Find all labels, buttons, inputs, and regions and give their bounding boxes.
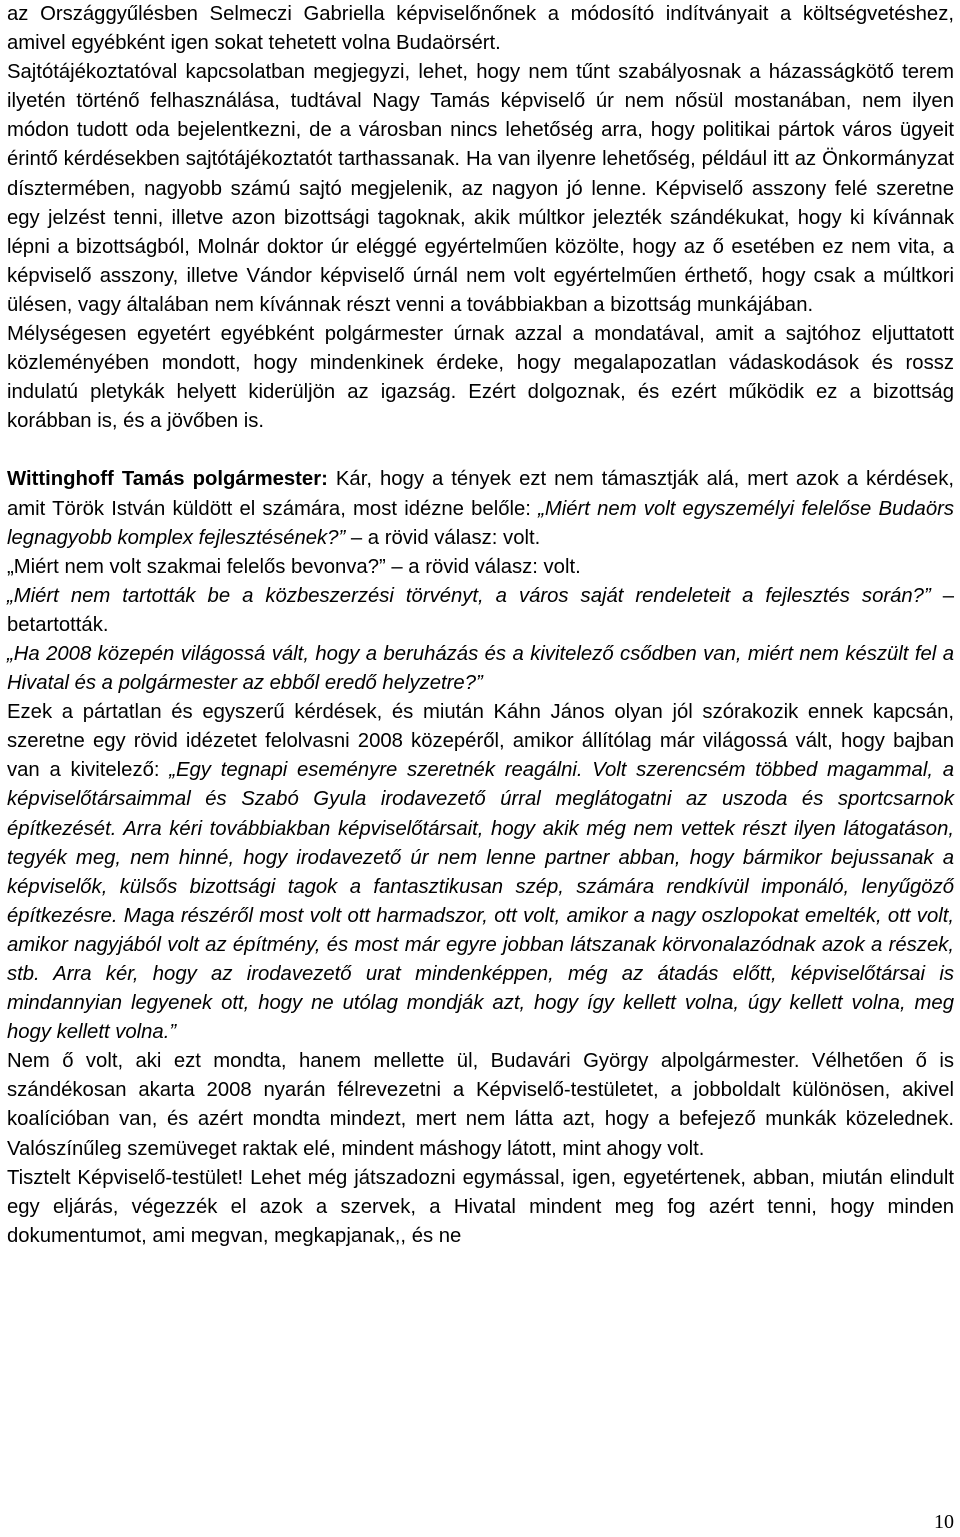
paragraph — [7, 58, 954, 320]
text-run: – betartották. — [7, 584, 954, 636]
text-run: Mélységesen egyetért egyébként polgármester úrnak azzal a mondatával, amit a sajtóhoz eljuttatott közleményében mondott, hogy mindenkinek érdeke, hogy megalapozatlan vádaskodások és rossz indulatú pletykák helyett kiderüljön az igazság. Ezért dolgoznak, és ezért működik ez a bizottság korábban is, és a jövőben is. — [7, 323, 954, 433]
paragraph — [7, 1164, 954, 1251]
paragraph — [7, 698, 954, 1047]
text-run: Ezek a pártatlan és egyszerű kérdések, és miután Káhn János olyan jól szórakozik ennek kapcsán, szeretne egy rövid idézetet felolvasni 2008 közepéről, amikor állítólag már világossá vált, hogy bajban van a kivitelező: — [7, 701, 954, 782]
paragraph — [7, 640, 954, 698]
text-run: „Miért nem volt szakmai felelős bevonva?” – a rövid válasz: volt. — [7, 555, 581, 578]
paragraph — [7, 465, 954, 552]
speaker-name: Wittinghoff Tamás polgármester: — [7, 468, 328, 491]
text-run: – a rövid válasz: volt. — [345, 526, 541, 549]
text-run: Nem ő volt, aki ezt mondta, hanem mellette ül, Budavári György alpolgármester. Vélhetően ő is szándékosan akarta 2008 nyarán félrevezetni a Képviselő-testületet, a jobboldalt különösen, akivel koalícióban van, és azért mondta mindezt, mert nem látta azt, hogy a befejező munkák közelednek. Valószínűleg szemüveget raktak elé, mindent máshogy látott, mint ahogy volt. — [7, 1050, 954, 1160]
quoted-text: „Egy tegnapi eseményre szeretnék reagálni. Volt szerencsém többed magammal, a képviselőtársaimmal és Szabó Gyula irodavezető úrral meglátogatni az uszoda és sportcsarnok építkezését. Arra kéri továbbiakban képviselőtársait, hogy akik még nem vettek részt ilyen látogatáson, tegyék meg, nem hinné, hogy irodavezető úr nem lenne partner abban, hogy bármikor bejussanak a képviselők, külsős bizottsági tagok a fantasztikusan szép, számára rendkívül imponáló, lenyűgöző építkezésre. Maga részéről most volt ott harmadszor, ott volt, amikor a nagy oszlopokat emelték, ott volt, amikor nagyjából volt az építmény, és most már egyre jobban látszanak körvonalazódnak azok a részek, stb. Arra kér, hogy az irodavezető urat mindenképpen, még az átadás előtt, képviselőtársai is mindannyian legyenek ott, hogy ne utólag mondják azt, hogy így kellett volna, úgy kellett volna, meg hogy kellett volna.” — [7, 759, 954, 1044]
text-run: az Országgyűlésben Selmeczi Gabriella képviselőnőnek a módosító indítványait a költségvetéshez, amivel egyébként igen sokat tehetett volna Budaörsért. — [7, 3, 954, 55]
paragraph — [7, 0, 954, 58]
text-run: Sajtótájékoztatóval kapcsolatban megjegyzi, lehet, hogy nem tűnt szabályosnak a házasságkötő terem ilyetén történő felhasználása, tudtával Nagy Tamás képviselő úr nem nősül mostanában, nem ilyen módon tudott oda bejelentkezni, de a városban nincs lehetőség arra, hogy politikai pártok város ügyeit érintő kérdésekben sajtótájékoztatót tarthassanak. Ha van ilyenre lehetőség, például itt az Önkormányzat dísztermében, nagyobb számú sajtó megjelenik, az nagyon jó lenne. Képviselő asszony felé szeretne egy jelzést tenni, illetve azon bizottsági tagoknak, akik múltkor jelezték szándékukat, hogy ki kívánnak lépni a bizottságból, Molnár doktor úr eléggé egyértelműen közölte, hogy az ő esetében ez nem vita, a képviselő asszony, illetve Vándor képviselő úrnál nem volt egyértelműen érthető, hogy csak a múltkori ülésen, vagy általában nem kívánnak részt venni a továbbiakban a bizottság munkájában. — [7, 61, 954, 316]
quoted-text: „Miért nem volt egyszemélyi felelőse Budaörs legnagyobb komplex fejlesztésének?” — [7, 497, 954, 549]
paragraph — [7, 582, 954, 640]
text-run: Kár, hogy a tények ezt nem támasztják alá, mert azok a kérdések, amit Török István küldött el számára, most idézne belőle: — [7, 468, 954, 520]
quoted-text: „Ha 2008 közepén világossá vált, hogy a beruházás és a kivitelező csődben van, miért nem készült fel a Hivatal és a polgármester az ebből eredő helyzetre?” — [7, 642, 954, 695]
paragraph — [7, 553, 954, 582]
document-page — [7, 0, 954, 1251]
quoted-text: „Miért nem tartották be a közbeszerzési törvényt, a város saját rendeleteit a fejlesztés során?” — [7, 584, 931, 607]
page-number: 10 — [934, 1511, 954, 1533]
paragraph-spacer — [7, 436, 954, 465]
paragraph — [7, 1047, 954, 1163]
paragraph — [7, 320, 954, 436]
text-run: Tisztelt Képviselő-testület! Lehet még játszadozni egymással, igen, egyetértenek, abban, miután elindult egy eljárás, végezzék el azok a szervek, a Hivatal mindent meg fog azért tenni, hogy minden dokumentumot, ami megvan, megkapjanak,, és ne — [7, 1166, 954, 1247]
